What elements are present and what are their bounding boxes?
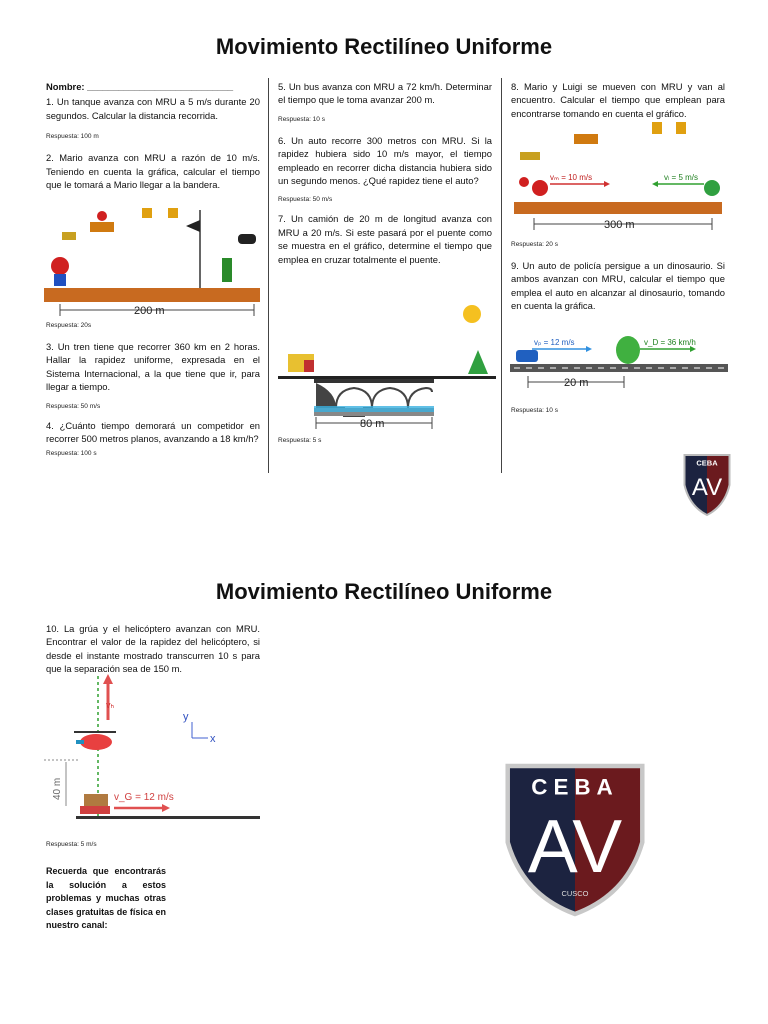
velocity-police: vₚ = 12 m/s	[534, 338, 575, 347]
column-divider	[501, 78, 502, 473]
mario-figure	[44, 200, 260, 320]
mario-icon	[51, 257, 69, 275]
column-2	[278, 80, 492, 266]
velocity-mario: vₘ = 10 m/s	[550, 173, 593, 182]
problem-5: 5. Un bus avanza con MRU a 72 km/h. Determinar el tiempo que le toma avanzar 200 m.	[278, 81, 492, 106]
distance-label: 80 m	[360, 418, 385, 430]
logo-letters: AV	[691, 474, 723, 501]
column-1	[46, 80, 260, 191]
problem-3: 3. Un tren tiene que recorrer 360 km en 2 horas. Hallar la rapidez uniforme, expresada en el Sistema Internacional, a la que tiene que ir, para llegar a tiempo.	[46, 341, 260, 393]
velocity-crane: v_G = 12 m/s	[114, 792, 174, 803]
answer-6: Respuesta: 50 m/s	[278, 196, 333, 204]
dinosaur-icon	[616, 336, 640, 364]
crane-helicopter-figure	[40, 670, 260, 830]
bridge-figure	[278, 300, 496, 430]
problem-6: 6. Un auto recorre 300 metros con MRU. Si la rapidez hubiera sido 10 m/s mayor, el tiempo empleado en recorrer dicha distancia hubiera sido un segundo menos. ¿Qué rapidez tiene el auto?	[278, 134, 492, 187]
water	[314, 406, 434, 412]
distance-label: 20 m	[564, 377, 589, 389]
police-dino-figure	[510, 328, 728, 392]
problem-9: 9. Un auto de policía persigue a un dinosaurio. Si ambos avanzan con MRU, calcular el tiempo que emplea el auto en alcanzar al dinosaurio, tomando en cuenta la gráfica.	[511, 260, 725, 312]
answer-4: Respuesta: 100 s	[46, 450, 97, 458]
problem-7: 7. Un camión de 20 m de longitud avanza con MRU a 20 m/s. Si este pasará por el puente como se muestra en el gráfico, determine el tiempo que emplea en cruzar totalmente el puente.	[278, 213, 492, 265]
answer-7: Respuesta: 5 s	[278, 437, 322, 444]
distance-label: 200 m	[134, 305, 165, 317]
mario-icon	[532, 180, 548, 196]
column-divider	[268, 78, 269, 473]
mario-luigi-figure	[512, 118, 726, 236]
brick-blocks	[574, 134, 598, 144]
star-block	[62, 232, 76, 240]
crane-icon	[84, 794, 108, 808]
answer-10: Respuesta: 5 m/s	[46, 841, 97, 848]
answer-3: Respuesta: 50 m/s	[46, 402, 101, 410]
answer-9: Respuesta: 10 s	[511, 407, 558, 414]
recuerda-text: Recuerda que encontrarás la solución a estos problemas y muchas otras clases gratuitas de física en nuestro canal:	[46, 866, 166, 931]
flag-icon	[186, 220, 200, 232]
pipe-plant	[222, 258, 232, 282]
ground	[44, 288, 260, 302]
velocity-dino: v_D = 36 km/h	[644, 338, 696, 347]
luigi-icon	[704, 180, 720, 196]
problem-4: 4. ¿Cuánto tiempo demorará un competidor en recorrer 500 metros planos, avanzando a 18 km/h?	[46, 419, 260, 445]
answer-8: Respuesta: 20 s	[511, 241, 558, 248]
problem-10: 10. La grúa y el helicóptero avanzan con MRU. Encontrar el valor de la rapidez del helicóptero, si desde el instante mostrado transcurren 10 s para que la separación sea de 150 m.	[46, 623, 260, 675]
brick-blocks	[90, 222, 114, 232]
ceba-logo-large	[500, 760, 650, 920]
column-3-lower	[511, 240, 725, 313]
page-title-1: Movimiento Rectilíneo Uniforme	[215, 34, 553, 59]
star-block	[520, 152, 540, 160]
ground	[514, 202, 722, 214]
height-label: 40 m	[52, 777, 63, 800]
helicopter-icon	[80, 734, 112, 750]
problem-10-block	[46, 622, 260, 676]
column-3	[511, 80, 725, 120]
question-block	[652, 122, 662, 134]
logo-top-text: CEBA	[696, 458, 718, 468]
question-block	[168, 208, 178, 218]
road	[278, 376, 496, 379]
problem-1: 1. Un tanque avanza con MRU a 5 m/s durante 20 segundos. Calcular la distancia recorrida.	[46, 96, 260, 121]
nombre-field[interactable]: Nombre: ____________________________	[46, 81, 234, 92]
logo-top-text: CEBA	[531, 774, 619, 800]
column-1-lower	[46, 321, 260, 458]
question-block	[676, 122, 686, 134]
tree-icon	[468, 350, 488, 374]
velocity-heli: vₕ	[106, 700, 115, 710]
ground	[76, 816, 260, 819]
bullet-icon	[238, 234, 256, 244]
mushroom-icon	[97, 211, 107, 221]
logo-bottom-text: CUSCO	[561, 889, 589, 899]
ceba-logo-small	[682, 452, 732, 518]
answer-5: Respuesta: 10 s	[278, 115, 325, 123]
page-title-2: Movimiento Rectilíneo Uniforme	[215, 579, 553, 604]
axis-x-label: x	[210, 733, 216, 745]
axis-y-label: y	[183, 711, 189, 723]
question-block	[142, 208, 152, 218]
answer-1: Respuesta: 100 m	[46, 133, 99, 141]
problem-2: 2. Mario avanza con MRU a razón de 10 m/s. Teniendo en cuenta la gráfica, calcular el tiempo que le tomará a Mario llegar a la bandera.	[46, 152, 260, 191]
distance-label: 300 m	[604, 219, 635, 231]
problem-8: 8. Mario y Luigi se mueven con MRU y van al encuentro. Calcular el tiempo que emplean para encontrarse tomando en cuenta el gráfico.	[511, 81, 725, 119]
answer-2: Respuesta: 20s	[46, 322, 92, 329]
logo-letters: AV	[527, 804, 623, 889]
sun-icon	[463, 305, 481, 323]
recuerda-block	[46, 865, 166, 933]
velocity-luigi: vₗ = 5 m/s	[664, 173, 699, 182]
police-car-icon	[516, 350, 538, 362]
